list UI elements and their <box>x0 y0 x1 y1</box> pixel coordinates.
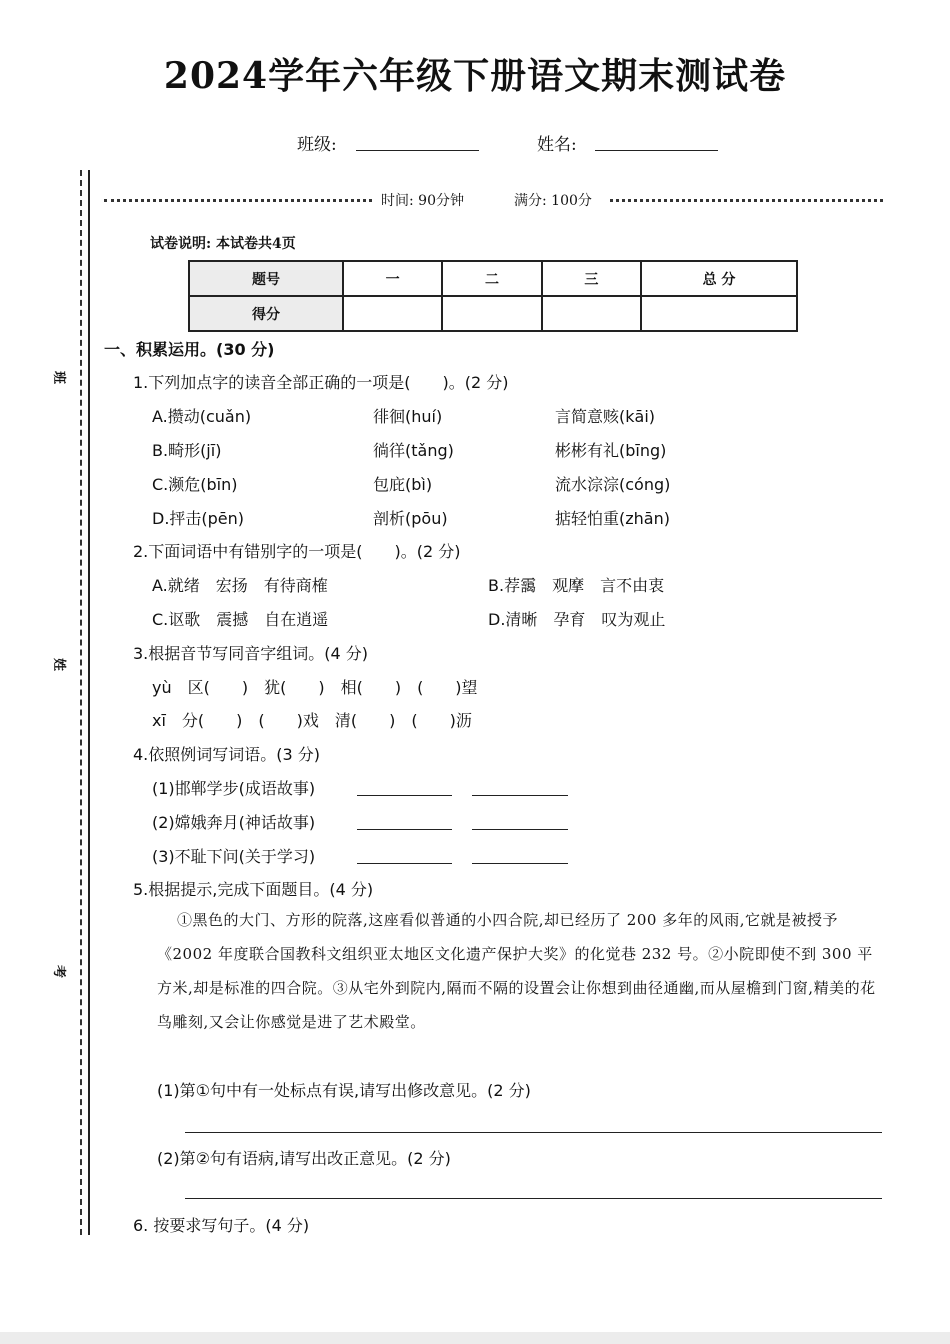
question-1-stem: 1.下列加点字的读音全部正确的一项是( )。(2 分) <box>133 373 509 392</box>
score-table-score-row <box>189 296 797 331</box>
side-label-name: 姓 <box>51 657 67 672</box>
exam-note: 试卷说明: 本试卷共4页 <box>150 236 296 252</box>
dotted-divider-left <box>104 199 372 202</box>
name-label: 姓名: <box>537 135 577 155</box>
q2-option: A.就绪 宏扬 有待商榷 <box>152 576 328 595</box>
q5-answer-line-2[interactable] <box>185 1198 882 1199</box>
question-2-stem: 2.下面词语中有错别字的一项是( )。(2 分) <box>133 542 461 561</box>
score-cell[interactable] <box>442 296 541 331</box>
q4-item: (1)邯郸学步(成语故事) <box>152 779 316 798</box>
q1-option: 徜徉(tǎng) <box>373 441 454 460</box>
q1-option: 徘徊(huí) <box>373 407 443 426</box>
score-table-header: 一 <box>343 261 442 296</box>
q1-option: 剖析(pōu) <box>373 509 448 528</box>
question-4-stem: 4.依照例词写词语。(3 分) <box>133 745 321 764</box>
q4-answer-line[interactable] <box>357 795 452 796</box>
class-label: 班级: <box>297 135 337 155</box>
q4-answer-line[interactable] <box>472 795 568 796</box>
q1-option: A.攒动(cuǎn) <box>152 407 252 426</box>
q1-option: C.濒危(bīn) <box>152 475 238 494</box>
q1-option: 彬彬有礼(bīng) <box>555 441 667 460</box>
page-bottom-edge <box>0 1332 950 1344</box>
score-table-header: 二 <box>442 261 541 296</box>
q5-passage: ①黑色的大门、方形的院落,这座看似普通的小四合院,却已经历了 200 多年的风雨,它就是被授予《2002 年度联合国教科文组织亚太地区文化遗产保护大奖》的化觉巷 232 号。②小院即使不到 300 平方米,却是标准的四合院。③从宅外到院内,隔而不隔的设置会让你想到曲径通幽,而从屋檐到门窗,精美的花鸟雕刻,又会让你感觉是进了艺术殿堂。 <box>157 911 876 1031</box>
score-table <box>188 260 798 332</box>
score-table-header-row <box>189 261 797 296</box>
exam-time: 时间: 90分钟 <box>381 193 464 209</box>
q1-option: B.畸形(jī) <box>152 441 222 460</box>
q5-sub-question-2: (2)第②句有语病,请写出改正意见。(2 分) <box>157 1149 451 1168</box>
q1-option: 言简意赅(kāi) <box>555 407 656 426</box>
q3-row: yù 区( ) 犹( ) 相( ) ( )望 <box>152 678 478 697</box>
full-score: 满分: 100分 <box>514 193 592 209</box>
question-3-stem: 3.根据音节写同音字组词。(4 分) <box>133 644 369 663</box>
binding-dashed-line <box>80 170 82 1235</box>
side-label-class: 班 <box>51 370 67 385</box>
dotted-divider-right <box>610 199 883 202</box>
question-5-stem: 5.根据提示,完成下面题目。(4 分) <box>133 880 374 899</box>
side-label-exam: 考 <box>51 964 67 979</box>
q3-row: xī 分( ) ( )戏 清( ) ( )沥 <box>152 711 472 730</box>
q2-option: B.荐靄 观摩 言不由衷 <box>488 576 665 595</box>
q5-sub-question-1: (1)第①句中有一处标点有误,请写出修改意见。(2 分) <box>157 1081 531 1100</box>
q4-answer-line[interactable] <box>472 863 568 864</box>
score-cell[interactable] <box>641 296 797 331</box>
q1-option: 掂轻怕重(zhān) <box>555 509 670 528</box>
q2-option: D.清晰 孕育 叹为观止 <box>488 610 666 629</box>
q1-option: 包庇(bì) <box>373 475 433 494</box>
q4-item: (2)嫦娥奔月(神话故事) <box>152 813 316 832</box>
class-input-line[interactable] <box>356 150 479 151</box>
q4-answer-line[interactable] <box>357 863 452 864</box>
page-title: 2024学年六年级下册语文期末测试卷 <box>163 55 787 97</box>
section-title: 一、积累运用。(30 分) <box>104 340 275 359</box>
score-table-header: 总 分 <box>641 261 797 296</box>
q2-option: C.讴歌 震撼 自在逍遥 <box>152 610 329 629</box>
q5-answer-line-1[interactable] <box>185 1132 882 1133</box>
score-cell[interactable] <box>542 296 641 331</box>
q4-item: (3)不耻下问(关于学习) <box>152 847 316 866</box>
q4-answer-line[interactable] <box>357 829 452 830</box>
q1-option: 流水淙淙(cóng) <box>555 475 671 494</box>
score-row-label: 得分 <box>189 296 343 331</box>
q4-answer-line[interactable] <box>472 829 568 830</box>
q1-option: D.抨击(pēn) <box>152 509 245 528</box>
score-cell[interactable] <box>343 296 442 331</box>
score-table-header: 题号 <box>189 261 343 296</box>
name-input-line[interactable] <box>595 150 718 151</box>
question-6-stem: 6. 按要求写句子。(4 分) <box>133 1216 310 1235</box>
score-table-header: 三 <box>542 261 641 296</box>
binding-solid-line <box>88 170 90 1235</box>
